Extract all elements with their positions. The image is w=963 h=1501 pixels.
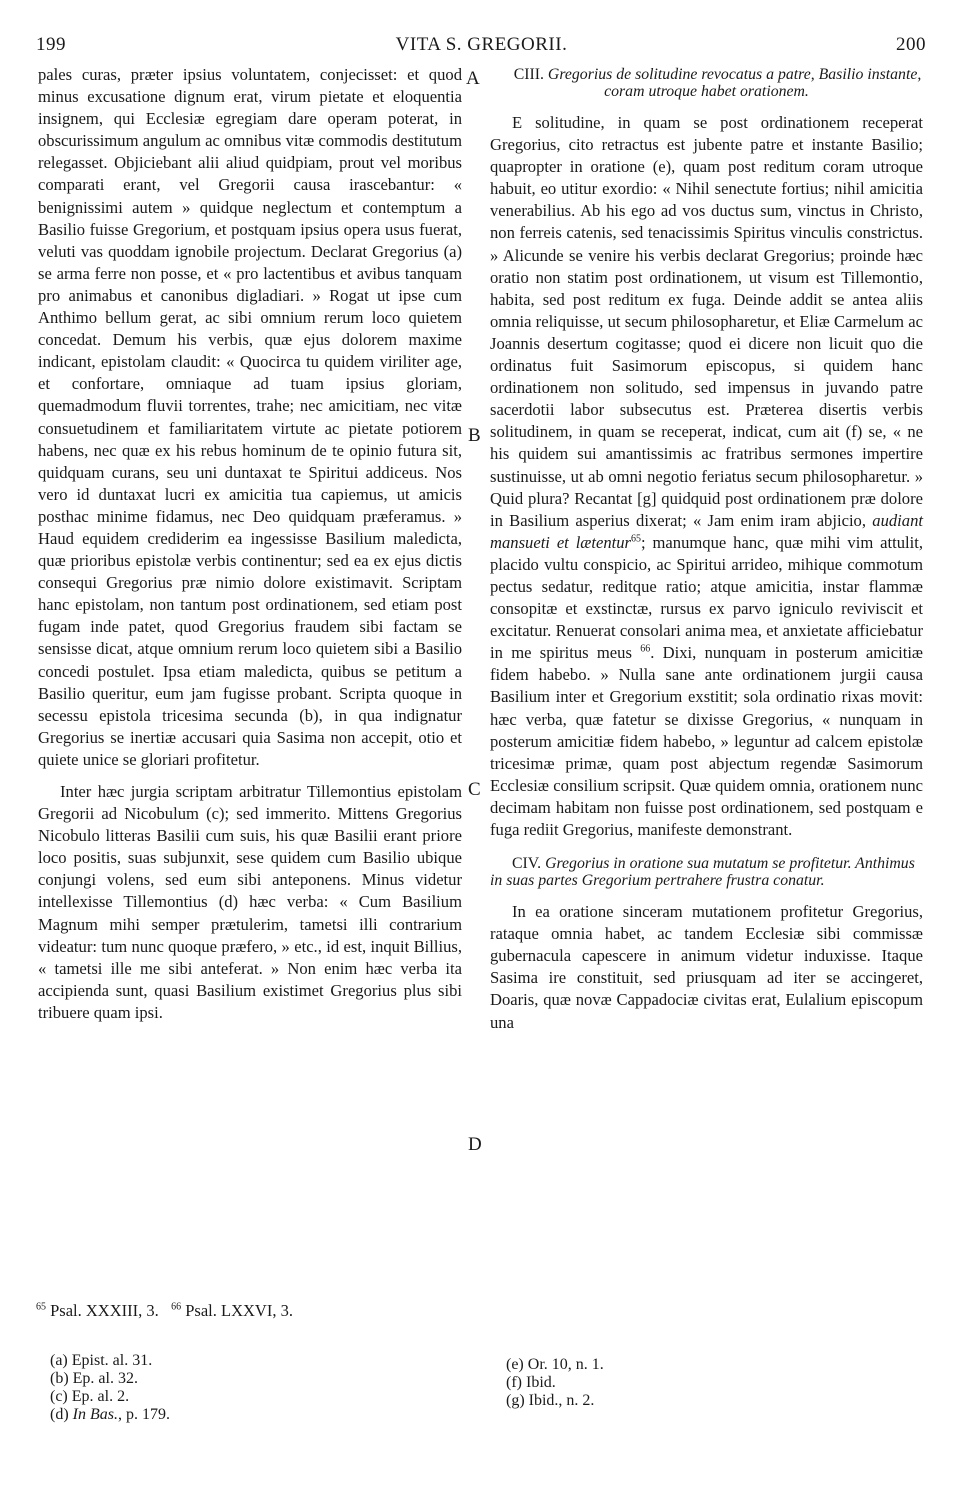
right-paragraph-1: E solitudine, in quam se post ordinationem receperat Gregorius, cito retractus est jubente patre et instante Basilio; quapropter in oratione (e), quam post reditum coram utroque habuit, eo utitur exordio: « Nihil senectute fortius; nihil amicitia venerabilius. Ab his ego ad vos ductus sum, vinctus in Christo, non ferreis catenis, sed tenacissimis Spiritus vinculis constrictus. » Alicunde se venire his verbis declarat Gregorius; proinde hæc oratio non statim post ordinationem, ut visum est Tillemontio, habita, sed post reditum ex fuga. Deinde addit se antea aliis omnia reliquisse, ut secum philosopharetur, et Eliæ Carmelum ac Joannis desertum cogitasse; quod ei dicere non licuit quo die ordinatus fuit Sasimorum episcopus, si quidem hanc ordinationem non solitudo, sed impensus in juvando patre sacerdotii labor subsecutus est. Præterea disertis verbis solitudinem, in quam se receperat, indicat, cum ait (f) se, « ne his quidem sui amantissimis ac fratribus sermones impertire sustinuisse, ut ab omni negotio feriatus secum philosopharetur. » Quid plura? Recantat [g] quidquid post ordinationem præ dolore in Basilium asperius dixerat; « Jam enim iram abjicio, audiant mansueti et lætentur$^{65}$; manumque hanc, quæ mihi vim attulit, placido vultu conspicio, ac Spiritui arrideo, mihique commotum pectus sedatur, reditque ratio; atque amicitia, instar flammæ consopitæ et exstinctæ, rursus ex parvo igniculo reviviscit et excitatur. Renuerat consolari anima mea, et anxietate afficiebatur in me spiritus meus $^{66}$. Dixi, nunquam in posterum amicitiæ fidem habebo. » Nulla sane ante ordinationem jurgii causa Basilium inter et Gregorium exstitit; sola ordinatio rixas movit: hæc verba, quæ fatetur se dixisse Gregorius, « nunquam in posterum amicitiæ fidem habebo, » leguntur ad calcem epistolæ tricesimæ primæ, quam post abjectum regendæ Sasimorum Ecclesiæ consilium scripsit. Quæ quidem omnia, orationem nunc decimam habitam non fuisse post ordinationem, sed postquam e fuga rediit Gregorius, manifeste demonstrant. — [490, 113, 923, 839]
footnote-a: (a) Epist. al. 31. — [50, 1352, 153, 1369]
footnote-g: (g) Ibid., n. 2. — [506, 1392, 595, 1409]
section-title: Gregorius de solitudine revocatus a patre, Basilio instante, coram utroque habet orationem. — [547, 66, 922, 100]
page-number-right: 200 — [896, 34, 926, 55]
margin-marker-c: C — [468, 779, 481, 800]
footnote-b: (b) Ep. al. 32. — [50, 1370, 138, 1387]
right-paragraph-2: In ea oratione sinceram mutationem profitetur Gregorius, rataque omnia habet, ac tandem Ecclesiæ sibi commissæ gubernacula capescere in animum videtur induxisse. Itaque Sasima ire constituit, sed priusquam ad iter se accingeret, Doaris, quæ novæ Cappadociæ civitas erat, Eulalium episcopum una — [490, 902, 923, 1032]
scripture-footnotes: $^{65}$ Psal. XXXIII, 3. $^{66}$ Psal. LXXVI, 3. — [36, 1301, 293, 1320]
footnote-66: Psal. LXXVI, 3. — [185, 1301, 293, 1320]
footnote-65: Psal. XXXIII, 3. — [50, 1301, 159, 1320]
page-number-left: 199 — [36, 34, 66, 55]
section-number: CIV. — [512, 855, 542, 873]
margin-marker-d: D — [468, 1134, 482, 1155]
section-heading-104 — [490, 855, 923, 889]
footnote-d: (d) In Bas., p. 179. — [50, 1406, 170, 1423]
footnotes-left — [50, 1352, 170, 1424]
scripture-quote: audiant mansueti et lætentur — [490, 510, 923, 552]
section-number: CIII. — [513, 66, 544, 83]
left-paragraph-2: Inter hæc jurgia scriptam arbitratur Tillemontius epistolam Gregorii ad Nicobulum (c); sed immerito. Mittens Gregorius Nicobulo litteras Basilii cum suis, his quæ Basilii erant priore loco positis, suas subjunxit, sese quidem cum Basilio ubique conjungi volens, sed eum sibi anteponens. Minus videtur intellexisse Tillemontius (d) hæc verba: « Cum Basilium Magnum mihi semper prætulerim, tametsi illi contrarium videatur: tum nunc quoque præfero, » etc., id est, inquit Billius, « tametsi ille me sibi anteferat. » Non enim hæc verba ita accipienda sunt, quasi Basilium existimet Gregorius plus sibi tribuere quam ipsi. — [38, 782, 462, 1022]
margin-marker-a: A — [466, 68, 480, 89]
right-column — [490, 64, 923, 1034]
footnote-e: (e) Or. 10, n. 1. — [506, 1356, 604, 1373]
footnote-f: (f) Ibid. — [506, 1374, 556, 1391]
footnote-c: (c) Ep. al. 2. — [50, 1388, 130, 1405]
footnote-ref-65: 65 — [631, 533, 642, 545]
left-column — [38, 64, 462, 1024]
margin-marker-b: B — [468, 425, 481, 446]
section-title: Gregorius in oratione sua mutatum se profitetur. Anthimus in suas partes Gregorium pertrahere frustra conatur. — [490, 855, 915, 890]
left-paragraph-1: pales curas, præter ipsius voluntatem, conjecisset: et quod minus excusatione dignum erat, virum pietate et eloquentia insignem, qui Ecclesiæ egregiam dare operam poterat, in obscurissimum angulum ac omnibus vitæ commodis destitutum relegasset. Objiciebant alii aliud quidpiam, prout vel moribus comparati erant, vel Gregorii causa irascebantur: « benignissimi autem » quidque neglectum et contemptum a Basilio fuisse Gregorium, et postquam ipsius opera usus fuerat, veluti vas quoddam ignobile projectum. Declarat Gregorius (a) se arma ferre non posse, et « pro lactentibus et avibus tanquam pro animabus et canonibus digladiari. » Rogat ut ipse cum Anthimo bellum gerat, ac sibi omnium rerum loco quietem concedat. Demum his verbis, quæ ejus dolorem maxime indicant, epistolam claudit: « Quocirca tu quidem viriliter age, et confortare, omniaque ad tuam ipsius gloriam, quemadmodum fluvii torrentes, trahe; nec amicitiam, nec vitæ consuetudinem et familiaritatem virtute ac pietate potiorem habens, nec quæ ex his rebus hominum de te opinio futura sit, quidquam curans, seu uni duntaxat te Spiritui addiceus. Nos vero id duntaxat lucri ex amicitia tua capiemus, ut amicis posthac minime fidamus, nec Deo quidquam præferamus. » Haud equidem crediderim ea ingessisse Basilium maledicta, quæ prioribus epistolæ verbis continentur; sed ea ex ejus dictis consequi Gregorius præ nimio dolore existimavit. Scriptam hanc epistolam, non tantum post ordinationem, sed etiam post fugam inde patet, quod Gregorius fraudem sibi factam se sensisse dicat, atque omnium rerum loco quietem sibi a Basilio concedi postulet. Ipsa etiam maledicta, quibus se petitum a Basilio queritur, eum jam fugisse probant. Scripta quoque in secessu epistola tricesima secunda (b), in qua indignatur Gregorius se inertiæ accusari quia Sasima non accepit, otio et quiete unice se gloriari profitetur. — [38, 65, 462, 769]
running-title: VITA S. GREGORII. — [395, 34, 568, 55]
section-heading-103 — [490, 66, 923, 100]
footnotes-right — [506, 1356, 604, 1410]
footnote-ref-66: 66 — [640, 643, 651, 655]
